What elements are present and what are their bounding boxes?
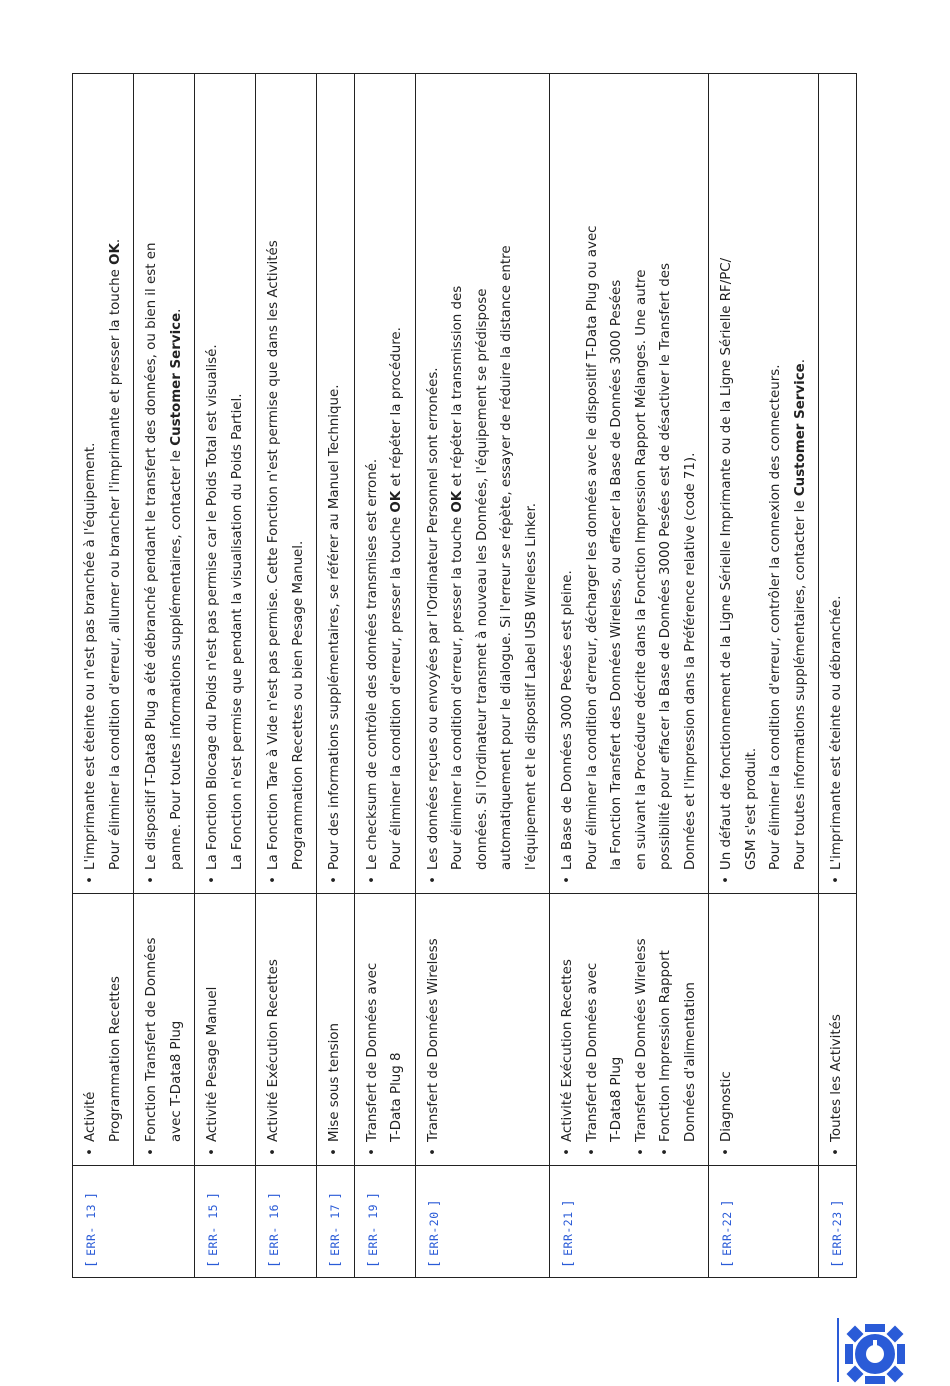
table-row bbox=[256, 74, 317, 1278]
cause-line: • Un défaut de fonctionnement de la Ligne Sérielle Imprimante ou de la Ligne Sérielle RF/PC/ bbox=[715, 81, 740, 884]
cause-line: • La Base de Données 3000 Pesées est pleine. bbox=[556, 81, 581, 884]
activity-cell bbox=[550, 894, 709, 1166]
error-code: ERR-23 bbox=[830, 1211, 844, 1256]
cause-line: • La Fonction Blocage du Poids n'est pas permise car le Poids Total est visualisé. bbox=[201, 81, 226, 884]
cause-cell bbox=[256, 74, 317, 894]
error-code: ERR- 16 bbox=[267, 1203, 281, 1256]
error-code-cell: [ ERR-21 ] bbox=[550, 1166, 709, 1278]
activity-item: • Transfert de Données Wireless bbox=[422, 901, 447, 1156]
activity-item-cont: T-Data8 Plug bbox=[609, 1056, 624, 1142]
cause-line: Pour éliminer la condition d'erreur, presser la touche OK et répéter la procédure. bbox=[389, 327, 404, 870]
activity-item: • Fonction Transfert de Données bbox=[140, 901, 165, 1156]
error-code-cell: [ ERR-23 ] bbox=[819, 1166, 857, 1278]
cause-line: Données et l'impression dans la Préférence relative (code 71). bbox=[682, 452, 698, 870]
activity-cell bbox=[317, 894, 355, 1166]
activity-item-cont: avec T-Data8 Plug bbox=[168, 1020, 184, 1142]
key-ok: OK bbox=[107, 243, 123, 265]
cause-line: • Le dispositif T-Data8 Plug a été débranché pendant le transfert des données, ou bien il est en bbox=[140, 81, 165, 884]
table-row bbox=[354, 74, 415, 1278]
cause-cell bbox=[354, 74, 415, 894]
error-code-cell: [ ERR- 19 ] bbox=[354, 1166, 415, 1278]
cause-cell bbox=[709, 74, 819, 894]
cause-line: • Les données reçues ou envoyées par l'Ordinateur Personnel sont erronées. bbox=[422, 81, 447, 884]
cause-line: • La Fonction Tare à Vide n'est pas permise. Cette Fonction n'est permise que dans les Activités bbox=[262, 81, 287, 884]
key-ok: OK bbox=[450, 490, 465, 513]
cause-cell bbox=[195, 74, 256, 894]
cause-line: en suivant la Procédure décrite dans la Fonction Impression Rapport Mélanges. Une autre bbox=[633, 269, 649, 870]
activity-item: • Activité Exécution Recettes bbox=[556, 901, 581, 1156]
table-row bbox=[415, 74, 550, 1278]
error-code: ERR- 13 bbox=[84, 1203, 98, 1256]
table-row bbox=[709, 74, 819, 1278]
cause-line: Pour éliminer la condition d'erreur, décharger les données avec le dispositif T-Data Plug ou avec bbox=[584, 225, 600, 870]
activity-item: • Transfert de Données Wireless bbox=[630, 901, 655, 1156]
table-row bbox=[317, 74, 355, 1278]
cause-line: • L'imprimante est éteinte ou n'est pas branchée à l'équipement. bbox=[79, 81, 104, 884]
error-code: ERR-21 bbox=[561, 1211, 575, 1256]
activity-cell bbox=[73, 894, 134, 1166]
error-table-rotated bbox=[72, 74, 857, 1278]
error-code: ERR- 19 bbox=[365, 1203, 380, 1256]
cause-line: possibilité pour effacer la Base de Données 3000 Pesées est de désactiver le Transfert des bbox=[658, 262, 673, 870]
cause-line: Pour éliminer la condition d'erreur, allumer ou brancher l'imprimante et presser la touche OK. bbox=[107, 238, 123, 870]
error-code-cell: [ ERR- 15 ] bbox=[195, 1166, 256, 1278]
cause-line: Programmation Recettes ou bien Pesage Manuel. bbox=[290, 540, 306, 870]
error-table bbox=[72, 73, 857, 1278]
cause-line: données. Si l'Ordinateur transmet à nouveau les Données, l'équipement se prédispose bbox=[474, 288, 490, 870]
activity-item: • Fonction Impression Rapport bbox=[654, 901, 679, 1156]
company-logo-gear-icon bbox=[843, 1322, 907, 1386]
error-code: ERR- 17 bbox=[328, 1203, 342, 1256]
table-row bbox=[195, 74, 256, 1278]
cause-line: • L'imprimante est éteinte ou débranchée. bbox=[825, 81, 850, 884]
activity-cell bbox=[256, 894, 317, 1166]
cause-cell bbox=[73, 74, 134, 894]
activity-item: • Transfert de Données avec bbox=[581, 901, 606, 1156]
activity-item: • Activité bbox=[79, 901, 104, 1156]
activity-cell bbox=[415, 894, 550, 1166]
table-row bbox=[134, 74, 195, 1278]
activity-item: • Activité Pesage Manuel bbox=[201, 901, 226, 1156]
customer-service: Customer Service bbox=[168, 312, 184, 446]
activity-item-cont: Programmation Recettes bbox=[107, 976, 123, 1142]
error-code-cell: [ ERR- 13 ] bbox=[73, 1166, 195, 1278]
error-code-cell: [ ERR- 16 ] bbox=[256, 1166, 317, 1278]
activity-cell bbox=[354, 894, 415, 1166]
activity-item: • Activité Exécution Recettes bbox=[262, 901, 287, 1156]
cause-line: Pour éliminer la condition d'erreur, contrôler la connexion des connecteurs. bbox=[768, 364, 783, 870]
logo-divider bbox=[837, 1318, 839, 1382]
cause-line: panne. Pour toutes informations supplémentaires, contacter le Customer Service. bbox=[168, 308, 184, 870]
activity-item: • Toutes les Activités bbox=[825, 901, 850, 1156]
activity-cell bbox=[709, 894, 819, 1166]
customer-service: Customer Service bbox=[792, 363, 808, 497]
cause-cell bbox=[415, 74, 550, 894]
error-code: ERR-22 bbox=[720, 1211, 734, 1256]
activity-cell bbox=[195, 894, 256, 1166]
activity-item: • Transfert de Données avec bbox=[361, 901, 386, 1156]
activity-item: • Diagnostic bbox=[715, 901, 740, 1156]
cause-line: • Le checksum de contrôle des données transmises est erroné. bbox=[361, 81, 386, 884]
activity-cell bbox=[134, 894, 195, 1166]
error-code-cell: [ ERR-20 ] bbox=[415, 1166, 550, 1278]
activity-cell bbox=[819, 894, 857, 1166]
cause-cell bbox=[819, 74, 857, 894]
activity-item-cont: T-Data Plug 8 bbox=[389, 1052, 404, 1142]
cause-line: • Pour des informations supplémentaires, se référer au Manuel Technique. bbox=[323, 81, 348, 884]
activity-item-cont: Données d'alimentation bbox=[682, 982, 698, 1142]
activity-item: • Mise sous tension bbox=[323, 901, 348, 1156]
error-code: ERR-20 bbox=[426, 1211, 441, 1256]
cause-line: l'équipement et le dispositif Label USB Wireless Linker. bbox=[523, 503, 539, 870]
error-code-cell: [ ERR- 17 ] bbox=[317, 1166, 355, 1278]
table-row bbox=[550, 74, 709, 1278]
cause-line: la Fonction Transfert des Données Wireless, ou effacer la Base de Données 3000 Pesées bbox=[609, 279, 624, 870]
cause-cell bbox=[134, 74, 195, 894]
cause-line: automatiquement pour le dialogue. Si l'erreur se répète, essayer de réduire la distance entre bbox=[499, 245, 514, 870]
cause-line: Pour éliminer la condition d'erreur, presser la touche OK et répéter la transmission des bbox=[450, 285, 465, 870]
cause-cell bbox=[550, 74, 709, 894]
table-row bbox=[819, 74, 857, 1278]
error-code: ERR- 15 bbox=[206, 1203, 220, 1256]
table-row bbox=[73, 74, 134, 1278]
cause-cell bbox=[317, 74, 355, 894]
error-code-cell: [ ERR-22 ] bbox=[709, 1166, 819, 1278]
cause-line: GSM s'est produit. bbox=[743, 747, 759, 870]
key-ok: OK bbox=[389, 490, 404, 513]
cause-line: Pour toutes informations supplémentaires, contacter le Customer Service. bbox=[792, 358, 808, 870]
cause-line: La Fonction n'est permise que pendant la visualisation du Poids Partiel. bbox=[229, 393, 245, 870]
